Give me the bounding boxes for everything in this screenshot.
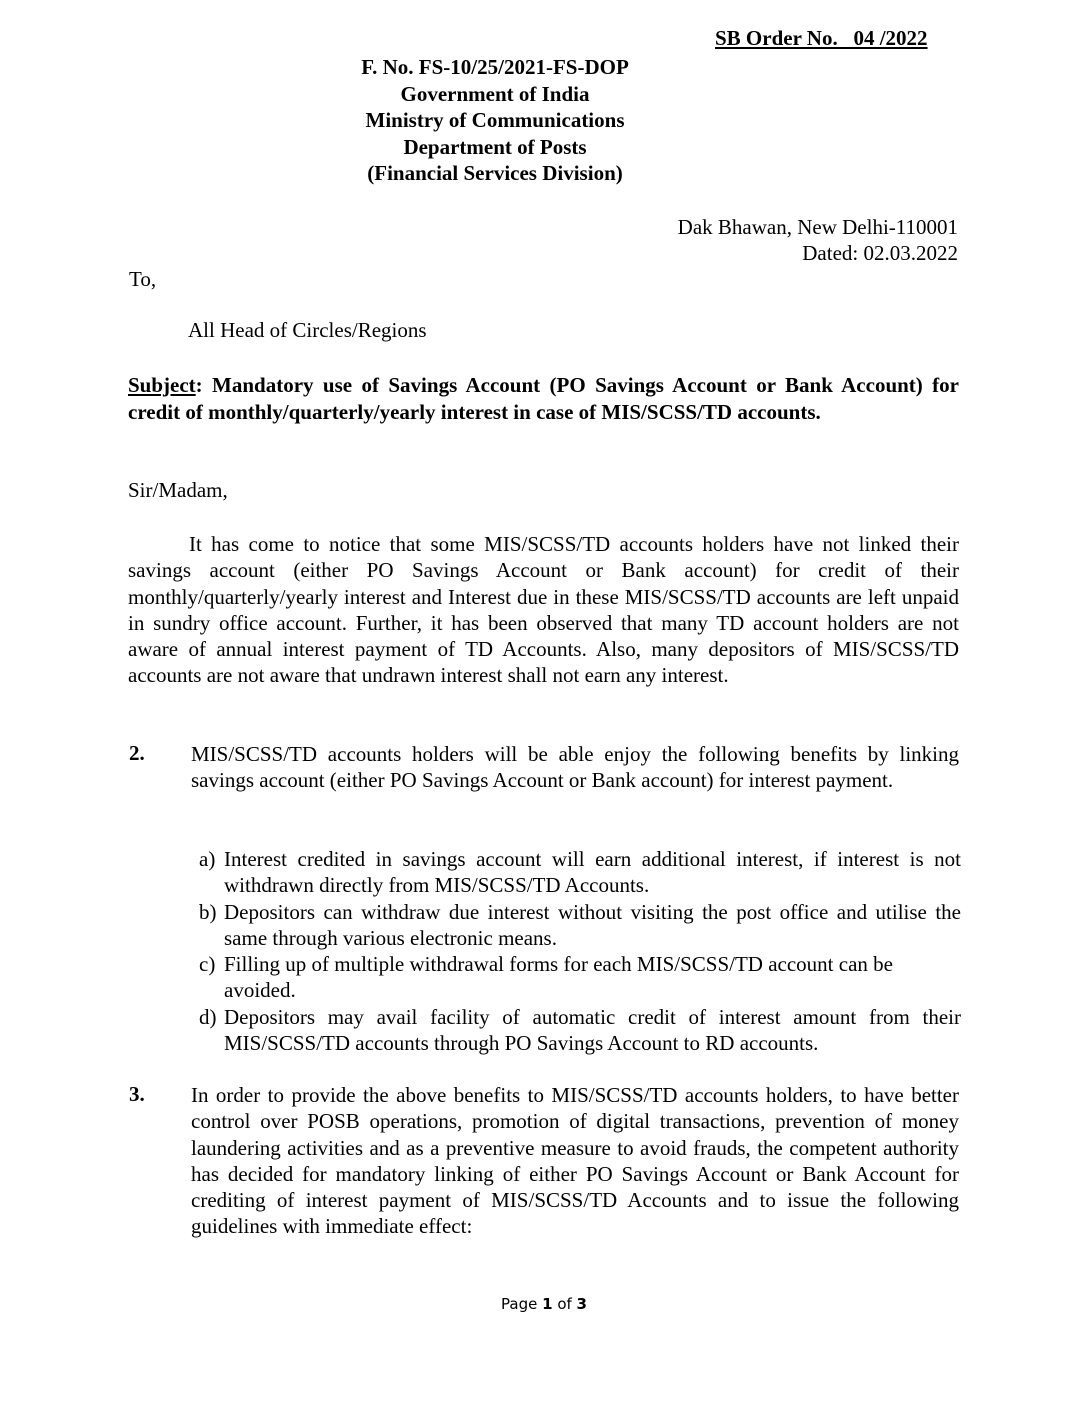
paragraph-3-number: 3. — [129, 1082, 145, 1106]
date: Dated: 02.03.2022 — [802, 241, 958, 265]
benefit-item-b — [199, 899, 961, 952]
paragraph-1: It has come to notice that some MIS/SCSS/TD accounts holders have not linked their savings account (either PO Savings Account or Bank account) for credit of their monthly/quarterly/yearly interest and Interest due in these MIS/SCSS/TD accounts are left unpaid in sundry office account. Further, it has been observed that many TD account holders are not aware of annual interest payment of TD Accounts. Also, many depositors of MIS/SCSS/TD accounts are not aware that undrawn interest shall not earn any interest. — [128, 532, 959, 688]
benefit-marker: d) — [199, 1004, 217, 1029]
benefit-item-c — [199, 951, 961, 1004]
paragraph-2-number: 2. — [129, 741, 145, 765]
benefit-marker: c) — [199, 952, 216, 977]
page-footer — [0, 1295, 1088, 1313]
subject — [128, 372, 959, 425]
benefit-text: Interest credited in savings account will earn additional interest, if interest is not withdrawn directly from MIS/SCSS/TD Accounts. — [224, 847, 961, 898]
benefits-list — [199, 846, 961, 1056]
paragraph-3: In order to provide the above benefits to MIS/SCSS/TD accounts holders, to have better control over POSB operations, promotion of digital transactions, prevention of money laundering activities and as a preventive measure to avoid frauds, the competent authority has decided for mandatory linking of either PO Savings Account or Bank Account for crediting of interest payment of MIS/SCSS/TD Accounts and to issue the following guidelines with immediate effect: — [191, 1083, 959, 1239]
benefit-marker: a) — [199, 847, 216, 871]
total-pages: 3 — [576, 1295, 587, 1313]
to-label: To, — [129, 267, 157, 291]
page-middle: of — [552, 1295, 577, 1313]
benefit-text: Depositors may avail facility of automatic credit of interest amount from their MIS/SCSS/TD accounts through PO Savings Account to RD accounts. — [224, 1004, 961, 1056]
addressee: All Head of Circles/Regions — [188, 318, 427, 342]
department-name: Department of Posts — [403, 134, 587, 159]
current-page: 1 — [542, 1295, 553, 1313]
division-name: (Financial Services Division) — [367, 161, 623, 185]
place: Dak Bhawan, New Delhi-110001 — [677, 215, 958, 239]
order-number: SB Order No. 04 /2022 — [715, 26, 928, 50]
benefit-marker: b) — [199, 899, 217, 924]
page-prefix: Page — [501, 1295, 543, 1313]
benefit-item-d — [199, 1004, 961, 1057]
benefit-text: Depositors can withdraw due interest without visiting the post office and utilise the same through various electronic means. — [224, 899, 961, 950]
benefit-item-a — [199, 846, 961, 899]
government-name: Government of India — [400, 81, 590, 106]
benefit-text: Filling up of multiple withdrawal forms for each MIS/SCSS/TD account can be avoided. — [224, 952, 893, 1003]
subject-label: Subject — [128, 373, 196, 397]
salutation: Sir/Madam, — [128, 478, 228, 502]
subject-text: : Mandatory use of Savings Account (PO Savings Account or Bank Account) for credit of monthly/quarterly/yearly interest in case of MIS/SCSS/TD accounts. — [128, 373, 959, 424]
file-number: F. No. FS-10/25/2021-FS-DOP — [361, 55, 629, 79]
place-date-block — [678, 214, 958, 266]
letterhead — [300, 54, 690, 187]
ministry-name: Ministry of Communications — [365, 108, 625, 132]
paragraph-2: MIS/SCSS/TD accounts holders will be able enjoy the following benefits by linking savings account (either PO Savings Account or Bank account) for interest payment. — [191, 742, 959, 793]
